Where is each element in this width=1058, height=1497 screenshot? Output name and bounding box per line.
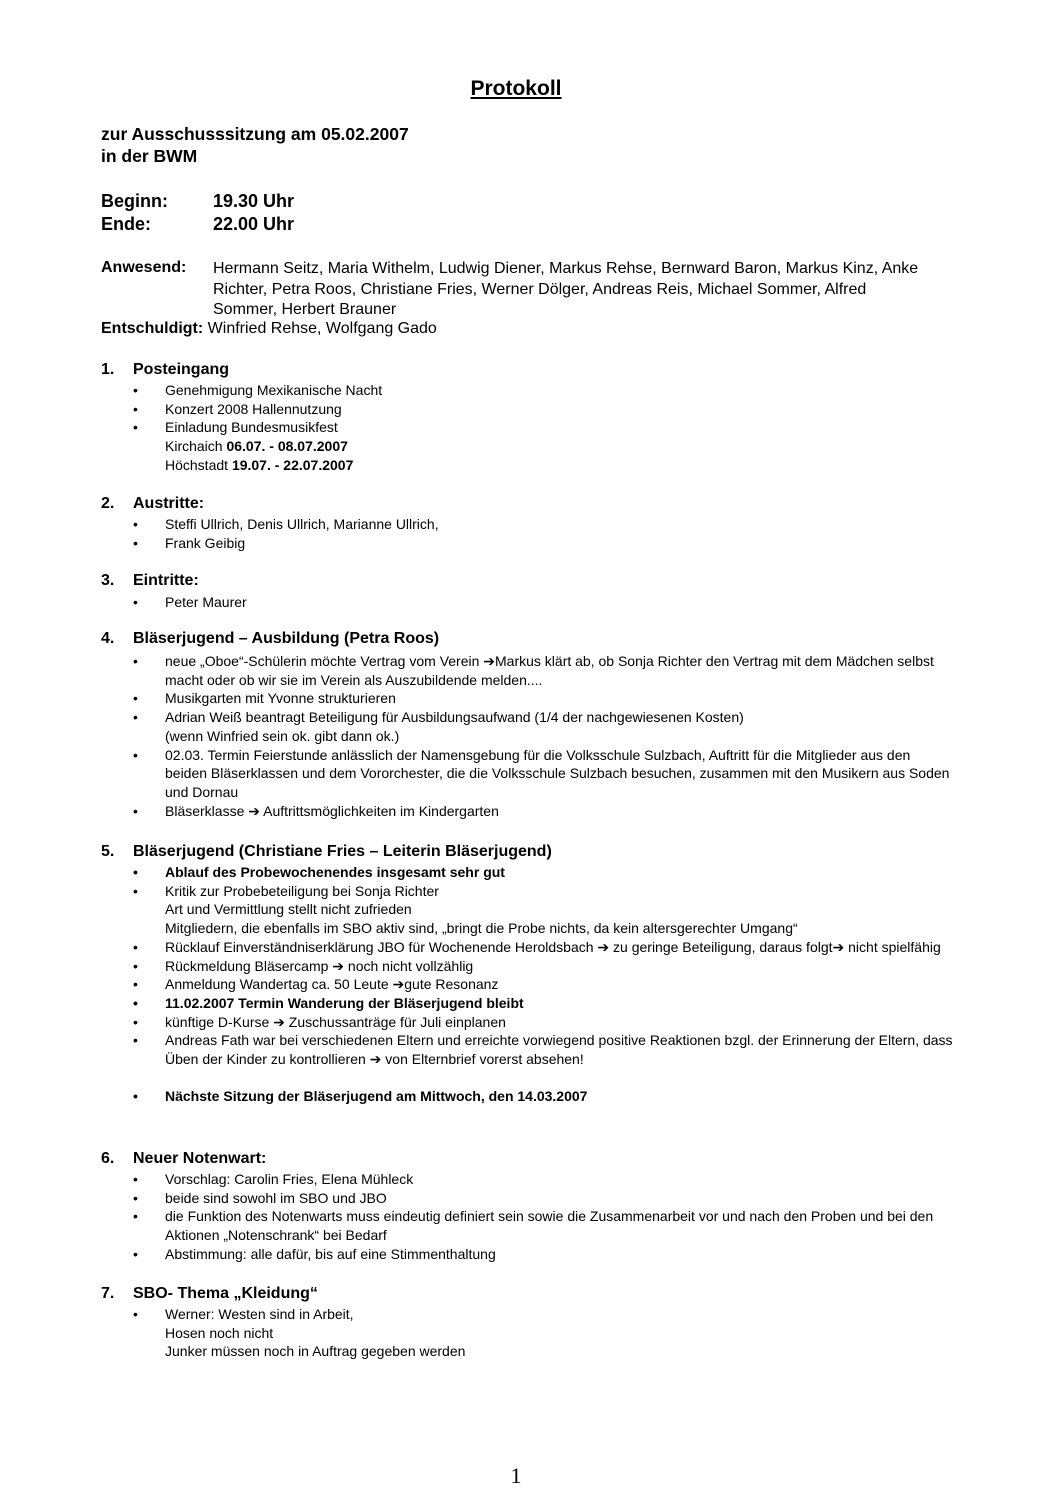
list-item: • 11.02.2007 Termin Wanderung der Bläserjugend bleibt: [133, 994, 953, 1013]
list-item: • Musikgarten mit Yvonne strukturieren: [133, 689, 953, 708]
page-title: Protokoll: [470, 77, 562, 100]
list-item-date: 06.07. - 08.07.2007: [226, 438, 348, 455]
begin-value: 19.30 Uhr: [213, 191, 295, 211]
section-6-number: 6.: [101, 1150, 115, 1167]
list-item: • beide sind sowohl im SBO und JBO: [133, 1189, 953, 1208]
section-2-title: Austritte:: [133, 495, 205, 512]
list-item: • 02.03. Termin Feierstunde anlässlich der Namensgebung für die Volksschule Sulzbach, Auftritt für die Mitglieder aus den beiden Bläserklassen und dem Vororchester, die die Volksschule Sulzbach besuchen, zusammen mit den Musikern aus Soden und Dornau: [133, 746, 953, 802]
list-item-date: 19.07. - 22.07.2007: [231, 456, 354, 473]
section-3-number: 3.: [101, 572, 115, 589]
list-item: [133, 418, 953, 474]
meeting-location: in der BWM: [101, 146, 198, 166]
section-1-title: Posteingang: [133, 361, 230, 378]
list-item: • Abstimmung: alle dafür, bis auf eine Stimmenthaltung: [133, 1245, 953, 1264]
end-label: Ende:: [101, 214, 152, 234]
section-2-number: 2.: [101, 495, 115, 512]
section-5-number: 5.: [101, 843, 115, 860]
list-item: • Peter Maurer: [133, 593, 953, 612]
section-5-title: Bläserjugend (Christiane Fries – Leiterin Bläserjugend): [133, 843, 552, 860]
section-6-list: [133, 1170, 953, 1264]
section-3-list: [133, 593, 953, 612]
list-item: • Anmeldung Wandertag ca. 50 Leute ➔gute Resonanz: [133, 975, 953, 994]
list-item: • Bläserklasse ➔ Auftrittsmöglichkeiten im Kindergarten: [133, 802, 953, 821]
list-item: • Ablauf des Probewochenendes insgesamt sehr gut: [133, 863, 953, 882]
attendees-label: Anwesend:: [101, 259, 187, 276]
list-item-text: Höchstadt: [165, 456, 232, 473]
excused-label: Entschuldigt:: [101, 320, 204, 337]
section-4-title: Bläserjugend – Ausbildung (Petra Roos): [133, 630, 440, 647]
list-item: [133, 708, 953, 745]
list-item-text: Adrian Weiß beantragt Beteiligung für Ausbildungsaufwand (1/4 der nachgewiesenen Kosten): [165, 709, 744, 726]
list-item: • künftige D-Kurse ➔ Zuschussanträge für Juli einplanen: [133, 1013, 953, 1032]
section-7-number: 7.: [101, 1285, 115, 1302]
list-item-text: Werner: Westen sind in Arbeit,: [165, 1306, 354, 1322]
section-4-list: [133, 652, 953, 820]
list-item: • Nächste Sitzung der Bläserjugend am Mittwoch, den 14.03.2007: [133, 1087, 953, 1106]
section-7-list: [133, 1305, 953, 1361]
list-item: • Vorschlag: Carolin Fries, Elena Mühleck: [133, 1170, 953, 1189]
section-1-list: [133, 381, 953, 475]
attendees-list: Hermann Seitz, Maria Withelm, Ludwig Diener, Markus Rehse, Bernward Baron, Markus Kinz, Anke Richter, Petra Roos, Christiane Fries, Werner Dölger, Andreas Reis, Michael Sommer, Alfred Sommer, Herbert Brauner: [213, 260, 919, 318]
section-2-list: [133, 515, 953, 552]
list-item: • Frank Geibig: [133, 534, 953, 553]
list-item-text: Junker müssen noch in Auftrag gegeben werden: [165, 1343, 466, 1360]
list-item: • Andreas Fath war bei verschiedenen Eltern und erreichte vorwiegend positive Reaktionen bzgl. der Erinnerung der Eltern, dass Üben der Kinder zu kontrollieren ➔ von Elternbrief vorerst absehen!: [133, 1031, 953, 1068]
excused-list: Winfried Rehse, Wolfgang Gado: [203, 320, 437, 337]
section-1-number: 1.: [101, 361, 115, 378]
list-item: • Rückmeldung Bläsercamp ➔ noch nicht vollzählig: [133, 957, 953, 976]
list-item-text: Art und Vermittlung stellt nicht zufrieden: [165, 901, 412, 918]
section-6-title: Neuer Notenwart:: [133, 1150, 267, 1167]
section-3-title: Eintritte:: [133, 572, 199, 589]
list-item-text: Kritik zur Probebeteiligung bei Sonja Richter: [165, 882, 439, 899]
end-value: 22.00 Uhr: [213, 214, 295, 234]
list-item: [133, 882, 953, 938]
list-item: • Rücklauf Einverständniserklärung JBO für Wochenende Heroldsbach ➔ zu geringe Beteiligung, daraus folgt➔ nicht spielfähig: [133, 938, 953, 957]
meeting-subtitle: zur Ausschusssitzung am 05.02.2007: [101, 124, 409, 144]
begin-label: Beginn:: [101, 191, 168, 211]
excused-line: [101, 320, 437, 338]
list-item-text: Hosen noch nicht: [165, 1324, 274, 1341]
list-item-text: Mitgliedern, die ebenfalls im SBO aktiv sind, „bringt die Probe nichts, da kein altersgerechter Umgang“: [165, 920, 798, 937]
list-item-text: Einladung Bundesmusikfest: [165, 419, 338, 436]
section-7-title: SBO- Thema „Kleidung“: [133, 1285, 318, 1302]
list-item: • Genehmigung Mexikanische Nacht: [133, 381, 953, 400]
list-item: [133, 1305, 953, 1361]
list-item-text: Kirchaich: [165, 438, 227, 455]
section-5-list: [133, 863, 953, 1105]
list-item-text: (wenn Winfried sein ok. gibt dann ok.): [165, 727, 400, 744]
list-item: • neue „Oboe“-Schülerin möchte Vertrag vom Verein ➔Markus klärt ab, ob Sonja Richter den Vertrag mit dem Mädchen selbst macht oder ob wir sie im Verein als Auszubildende melden....: [133, 652, 953, 689]
list-item: • Konzert 2008 Hallennutzung: [133, 400, 953, 419]
list-item: • die Funktion des Notenwarts muss eindeutig definiert sein sowie die Zusammenarbeit vor und nach den Proben und bei den Aktionen „Notenschrank“ bei Bedarf: [133, 1207, 953, 1244]
page-number: 1: [510, 1463, 522, 1488]
list-item: • Steffi Ullrich, Denis Ullrich, Marianne Ullrich,: [133, 515, 953, 534]
section-4-number: 4.: [101, 630, 115, 647]
